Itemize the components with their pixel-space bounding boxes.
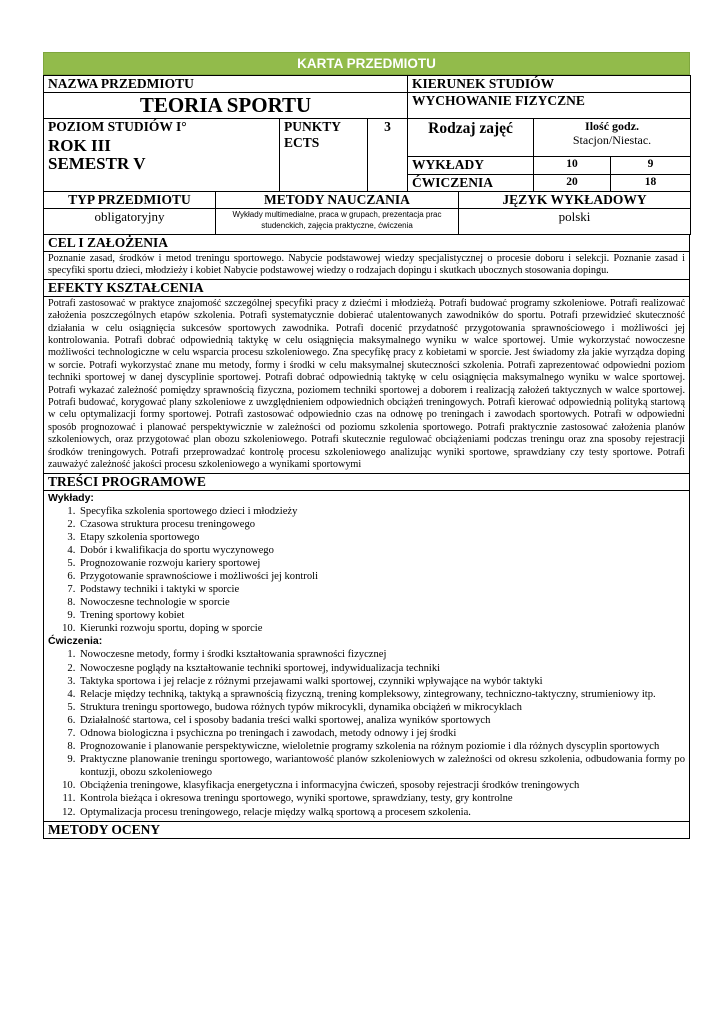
punkty-value: 3: [368, 119, 408, 192]
list-item: 3. Etapy szkolenia sportowego: [78, 531, 685, 544]
list-item: 7. Odnowa biologiczna i psychiczna po treningach i zawodach, metody odnowy i jej środki: [78, 727, 685, 740]
poziom-label: POZIOM STUDIÓW I°: [44, 119, 280, 157]
header-table: [43, 75, 691, 192]
punkty-label-line1: PUNKTY: [284, 119, 341, 134]
list-item: 11. Kontrola bieżąca i okresowa treningu sportowego, wyniki sportowe, sprawdziany, testy, gry kontrolne: [78, 792, 685, 805]
card-banner: KARTA PRZEDMIOTU: [43, 52, 690, 75]
list-item: 6. Działalność startowa, cel i sposoby badania treści walki sportowej, analiza wyników sportowych: [78, 714, 685, 727]
ilosc-sub: Stacjon/Niestac.: [572, 133, 652, 147]
course-title: TEORIA SPORTU: [44, 93, 408, 119]
cel-text: Poznanie zasad, środków i metod treningu sportowego. Nabycie podstawowej wiedzy specjalistycznej o procesie doboru i selekcji. Poznanie zasad i specyfiki sportu dzieci, młodzieży i kobiet Nabycie podstawowej wiedzy o rodzajach dopingu i skutkach ubocznych stosowania dopingu.: [44, 252, 690, 280]
cwiczenia-niestac: 18: [611, 175, 691, 192]
wyklady-stac: 10: [534, 157, 611, 175]
nazwa-label: NAZWA PRZEDMIOTU: [44, 76, 408, 93]
typ-value: obligatoryjny: [44, 209, 216, 235]
list-item: 3. Taktyka sportowa i jej relacje z różnymi przejawami walki sportowej, czynniki wpływające na wybór taktyki: [78, 675, 685, 688]
content-table: [43, 234, 690, 839]
semestr-value: SEMESTR V: [48, 153, 146, 173]
kierunek-label: KIERUNEK STUDIÓW: [408, 76, 691, 93]
list-item: 8. Prognozowanie i planowanie perspektywiczne, wieloletnie programy szkolenia na różnym poziomie i dla różnych dyscyplin sportowych: [78, 740, 685, 753]
list-item: 2. Czasowa struktura procesu treningowego: [78, 518, 685, 531]
list-item: 7. Podstawy techniki i taktyki w sporcie: [78, 583, 685, 596]
list-item: 4. Dobór i kwalifikacja do sportu wyczynowego: [78, 544, 685, 557]
kierunek-value: WYCHOWANIE FIZYCZNE: [408, 93, 691, 119]
ilosc-label: Ilość godz.: [585, 119, 640, 133]
cwiczenia-subheading: Ćwiczenia:: [48, 635, 103, 648]
wyklady-list: [48, 505, 685, 636]
list-item: 2. Nowoczesne poglądy na kształtowanie techniki sportowej, indywidualizacja techniki: [78, 662, 685, 675]
list-item: 1. Specyfika szkolenia sportowego dzieci i młodzieży: [78, 505, 685, 518]
list-item: 12. Optymalizacja procesu treningowego, relacje między walką sportową a procesem szkolenia.: [78, 806, 685, 819]
list-item: 1. Nowoczesne metody, formy i środki kształtowania sprawności fizycznej: [78, 648, 685, 661]
list-item: 8. Nowoczesne technologie w sporcie: [78, 596, 685, 609]
course-card: [43, 52, 690, 839]
list-item: 6. Przygotowanie sprawnościowe i możliwości jej kontroli: [78, 570, 685, 583]
ilosc-cell: [534, 119, 691, 157]
list-item: 9. Trening sportowy kobiet: [78, 609, 685, 622]
cel-heading: CEL I ZAŁOŻENIA: [44, 235, 690, 252]
list-item: 9. Praktyczne planowanie treningu sportowego, wariantowość planów szkoleniowych w zależności od okresu szkolenia, odbudowania formy po kontuzji, obozu szkoleniowego: [78, 753, 685, 779]
rok-semestr-cell: [44, 135, 280, 192]
list-item: 5. Prognozowanie rozwoju kariery sportowej: [78, 557, 685, 570]
punkty-label-line2: ECTS: [284, 135, 320, 150]
efekty-heading: EFEKTY KSZTAŁCENIA: [44, 279, 690, 296]
wyklady-niestac: 9: [611, 157, 691, 175]
metody-oceny-heading: METODY OCENY: [44, 821, 690, 838]
cwiczenia-stac: 20: [534, 175, 611, 192]
list-item: 10. Obciążenia treningowe, klasyfikacja energetyczna i informacyjna ćwiczeń, sposoby rejestracji środków treningowych: [78, 779, 685, 792]
cwiczenia-list: [48, 648, 685, 818]
type-table: [43, 191, 691, 235]
wyklady-subheading: Wykłady:: [48, 491, 94, 504]
jezyk-value: polski: [459, 209, 691, 235]
rodzaj-label: Rodzaj zajęć: [408, 119, 534, 157]
punkty-label: [280, 119, 368, 192]
rok-value: ROK III: [48, 135, 111, 155]
list-item: 4. Relacje między techniką, taktyką a sprawnością fizyczną, trening kompleksowy, zintegrowany, techniczno-taktyczny, strumieniowy itp.: [78, 688, 685, 701]
wyklady-label: WYKŁADY: [408, 157, 534, 175]
tresci-heading: TREŚCI PROGRAMOWE: [44, 473, 690, 490]
jezyk-label: JĘZYK WYKŁADOWY: [459, 192, 691, 209]
efekty-text: Potrafi zastosować w praktyce znajomość szczególnej specyfiki pracy z dziećmi i młodzieżą. Potrafi budować programy szkoleniowe. Potrafi realizować założenia poszczególnych etapów szkolenia. Potrafi systematycznie dobierać utalentowanych zawodników do sportu. Potrafi przewidzieć skuteczność działania w celu osiągnięcia sukcesów sportowych zawodnika. Potrafi docenić przydatność przygotowania sprawnościowego i możliwości jej kontrolowania. Potrafi dobrać odpowiednią taktykę w celu osiągnięcia maksymalnego wyniku w walce sportowej. Umie wykorzystać nowoczesne możliwości technologiczne w celu wsparcia procesu szkoleniowego. Zna specyfikę pracy z kobietami w sporcie. Jest świadomy zła jakie wyrządza doping w sorcie. Potrafi wykorzystać znane mu metody, formy i środki w celu maksymalnej skuteczności szkolenia. Potrafi zaprezentować odpowiedni poziom techniki sportowej w danej dyscyplinie sportowej. Potrafi dobrać odpowiednią taktykę w celu osiągnięcia maksymalnego wyniku w walce sportowej. Potrafi wykazać zależność pomiędzy sprawnością fizyczna, poziomem techniki sportowej a doborem i realizacją założeń taktycznych w walce sportowej. Potrafi budować, korygować plany szkoleniowe z uwzględnieniem odpowiednich obciążeń treningowych. Potrafi kierować odpowiednią polityką startową w celu optymalizacji formy sportowej. Potrafi zastosować odpowiednio czas na odnowę po treningach i zawodach sportowych. Potrafi w odpowiedni sposób prognozować i planować perspektywicznie w zależności od poziomu szkolenia sportowego. Potrafi praktycznie zastosować założenia planów szkoleniowych, oraz przygotować plan obozu szkoleniowego. Potrafi skutecznie regulować obciążeniami podczas treningu oraz zna sposoby rejestracji środków treningowych. Potrafi przeprowadzać kontrolę procesu szkoleniowego analizując wyniki sportowe, sprawdziany czy testy sportowe. Potrafi zauważyć zależność jakości procesu szkoleniowego a wynikami sportowymi: [44, 296, 690, 473]
cwiczenia-label: ĆWICZENIA: [408, 175, 534, 192]
metody-label: METODY NAUCZANIA: [216, 192, 459, 209]
tresci-body: [44, 490, 690, 821]
list-item: 10. Kierunki rozwoju sportu, doping w sporcie: [78, 622, 685, 635]
metody-value: Wykłady multimedialne, praca w grupach, prezentacja prac studenckich, zajęcia praktyczne, ćwiczenia: [216, 209, 459, 235]
typ-label: TYP PRZEDMIOTU: [44, 192, 216, 209]
list-item: 5. Struktura treningu sportowego, budowa różnych typów mikrocykli, dynamika obciążeń w mikrocyklach: [78, 701, 685, 714]
